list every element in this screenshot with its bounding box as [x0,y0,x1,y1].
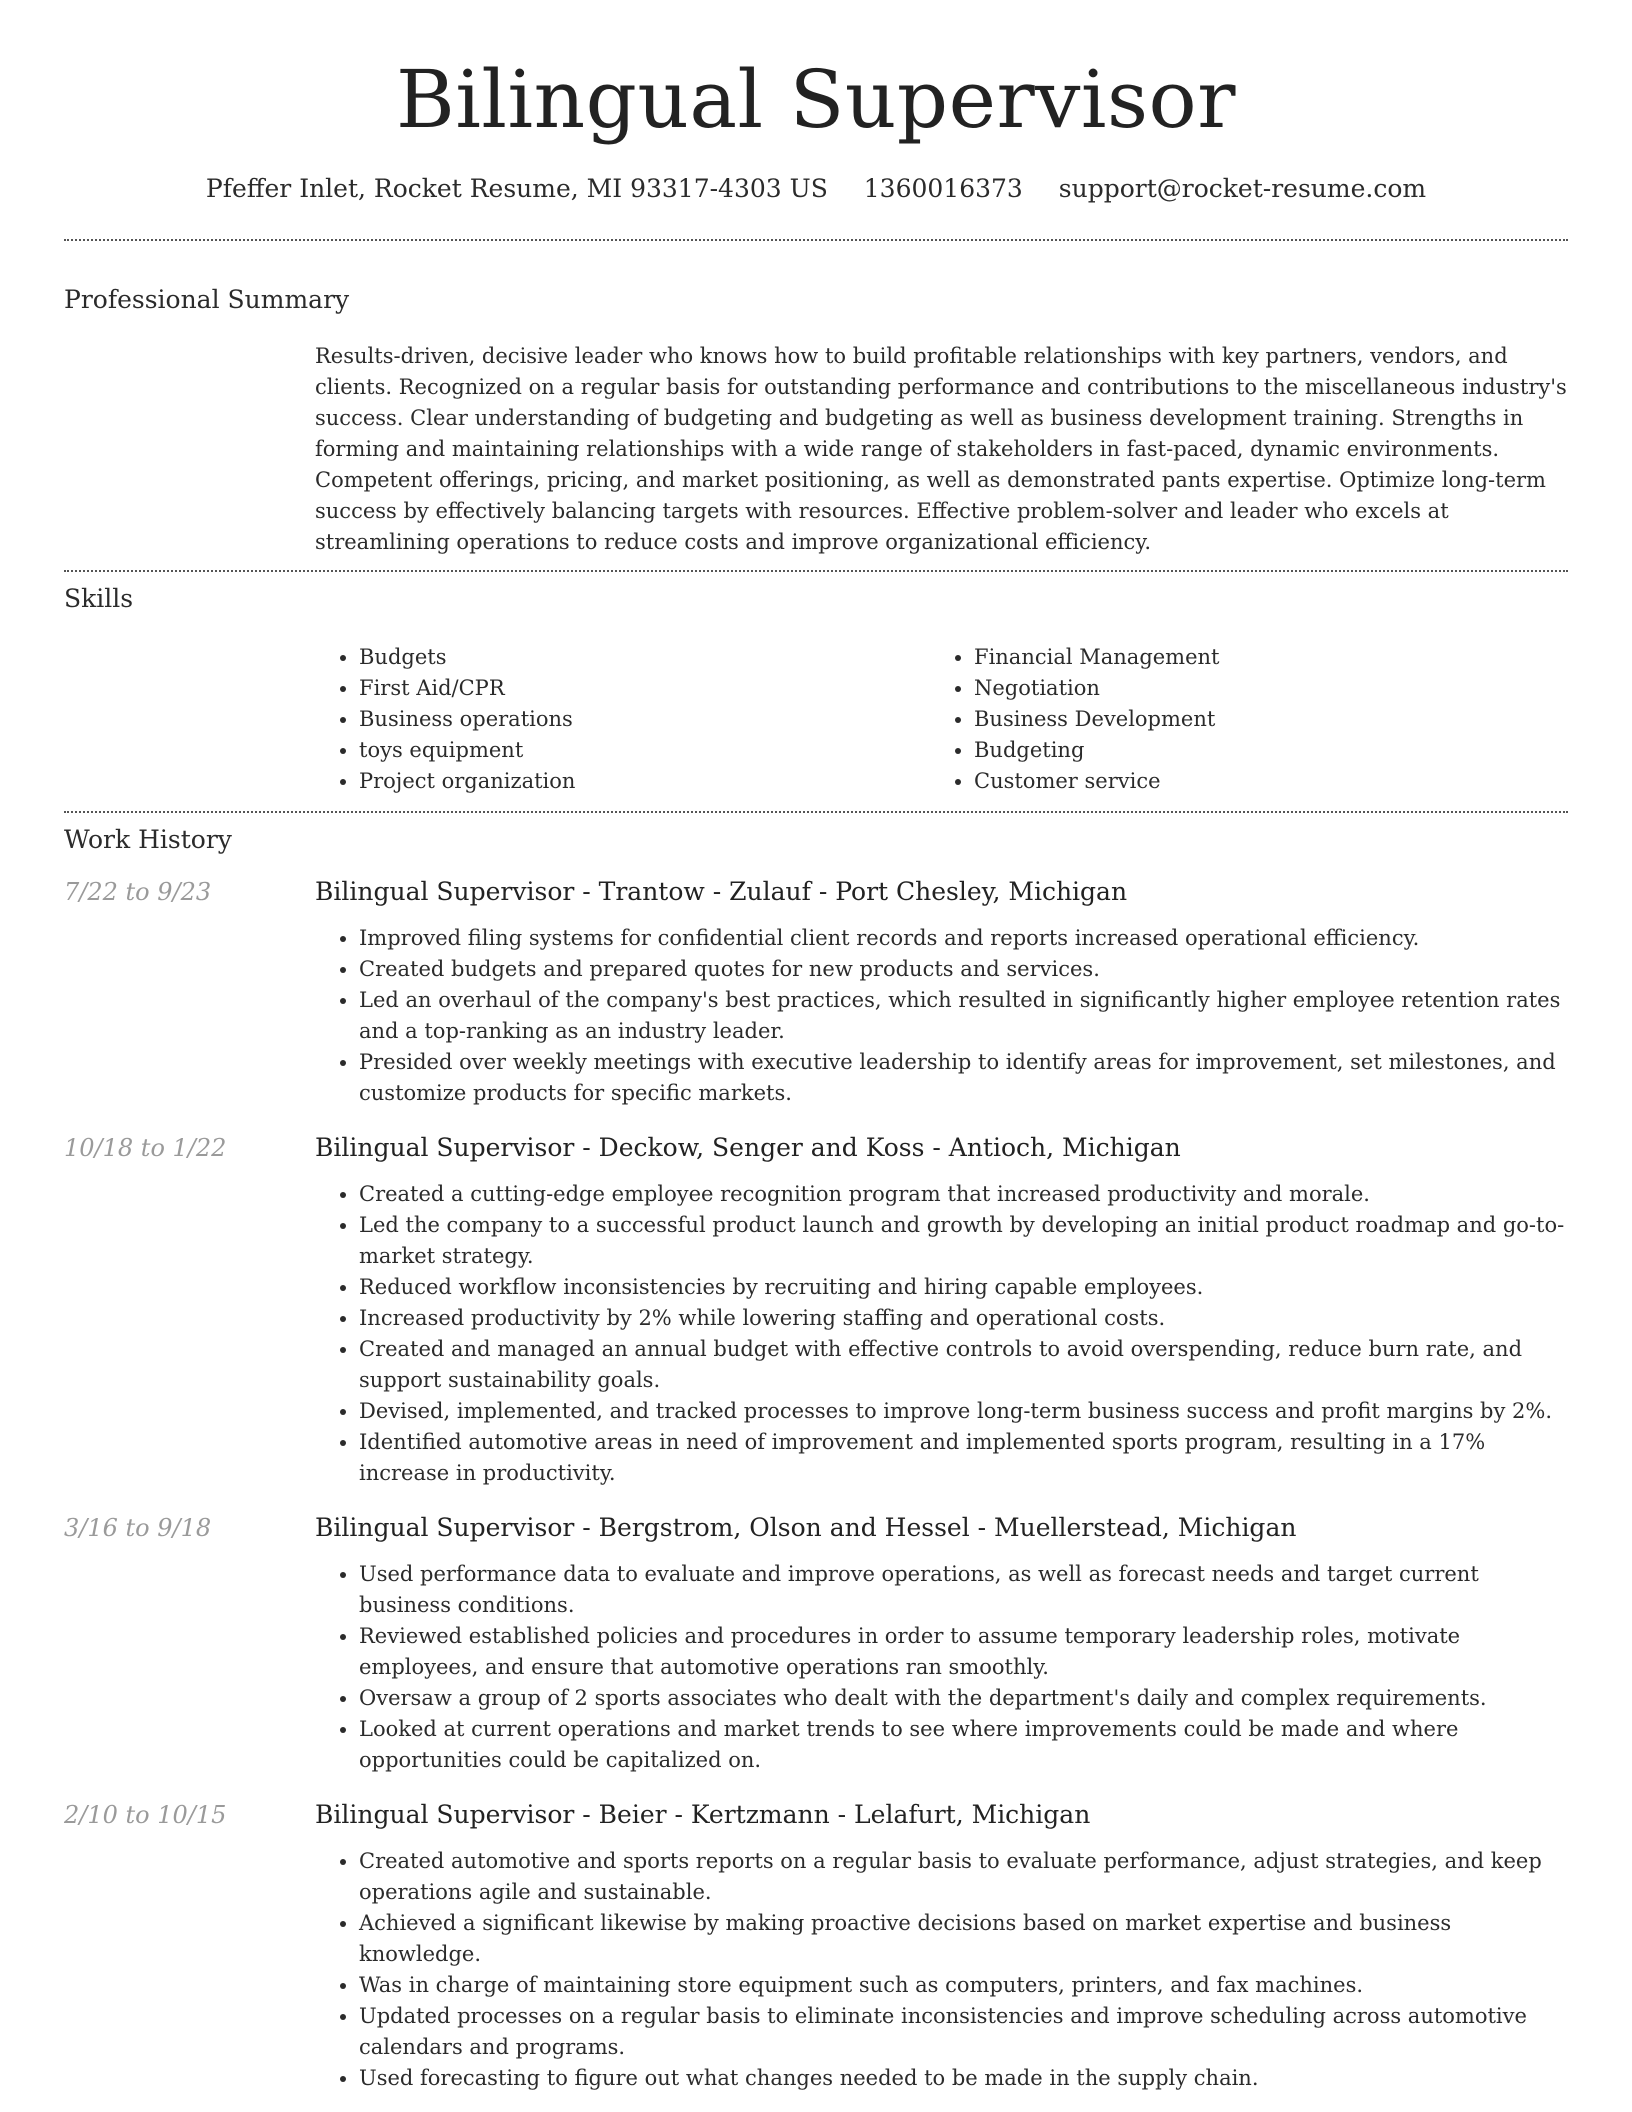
skill-item: • Customer service [974,766,1545,797]
professional-summary-section [64,283,1568,558]
job-title: Bilingual Supervisor - Beier - Kertzmann - Lelafurt, Michigan [315,1800,1091,1829]
job-bullet: • Achieved a significant likewise by making proactive decisions based on market expertise and business knowledge. [359,1908,1568,1970]
job-entry [64,1798,1568,2094]
job-body [315,1798,1568,2094]
section-title-skills: Skills [64,584,134,613]
job-bullet: • Devised, implemented, and tracked processes to improve long-term business success and profit margins by 2%. [359,1396,1568,1427]
skill-item: • Financial Management [974,642,1545,673]
job-entry [64,1131,1568,1489]
job-bullet: • Was in charge of maintaining store equipment such as computers, printers, and fax machines. [359,1970,1568,2001]
job-body [315,1511,1568,1776]
job-bullet: • Reduced workflow inconsistencies by recruiting and hiring capable employees. [359,1272,1568,1303]
skills-column-left [315,642,930,797]
job-bullet: • Created a cutting-edge employee recognition program that increased productivity and morale. [359,1179,1568,1210]
job-bullet: • Increased productivity by 2% while lowering staffing and operational costs. [359,1303,1568,1334]
divider [64,811,1568,813]
job-bullet: • Led an overhaul of the company's best practices, which resulted in significantly higher employee retention rates and a top-ranking as an industry leader. [359,985,1568,1047]
candidate-name: Bilingual Supervisor [396,53,1236,146]
skill-item: • toys equipment [359,735,930,766]
skills-column-right [930,642,1545,797]
skills-grid [315,642,1568,797]
job-bullet: • Improved filing systems for confidential client records and reports increased operational efficiency. [359,923,1568,954]
job-body [315,875,1568,1109]
job-dates: 2/10 to 10/15 [64,1801,227,1829]
summary-text: Results-driven, decisive leader who knows how to build profitable relationships with key partners, vendors, and clients. Recognized on a regular basis for outstanding performance and contributions to the miscellaneous industry's success. Clear understanding of budgeting and budgeting as well as business development training. Strengths in forming and maintaining relationships with a wide range of stakeholders in fast-paced, dynamic environments. Competent offerings, pricing, and market positioning, as well as demonstrated pants expertise. Optimize long-term success by effectively balancing targets with resources. Effective problem-solver and leader who excels at streamlining operations to reduce costs and improve organizational efficiency. [315,344,1567,554]
job-bullet: • Created budgets and prepared quotes for new products and services. [359,954,1568,985]
job-entry [64,875,1568,1109]
job-bullet: • Used forecasting to figure out what changes needed to be made in the supply chain. [359,2063,1568,2094]
skill-item: • Budgets [359,642,930,673]
divider [64,239,1568,241]
job-entry [64,1511,1568,1776]
skill-item: • Negotiation [974,673,1545,704]
job-dates: 3/16 to 9/18 [64,1514,212,1542]
job-title: Bilingual Supervisor - Bergstrom, Olson and Hessel - Muellerstead, Michigan [315,1513,1297,1542]
job-bullet: • Reviewed established policies and procedures in order to assume temporary leadership roles, motivate employees, and ensure that automotive operations ran smoothly. [359,1621,1568,1683]
job-bullet: • Updated processes on a regular basis to eliminate inconsistencies and improve scheduling across automotive calendars and programs. [359,2001,1568,2063]
job-bullets [315,1559,1568,1776]
job-bullet: • Oversaw a group of 2 sports associates who dealt with the department's daily and complex requirements. [359,1683,1568,1714]
job-bullet: • Led the company to a successful product launch and growth by developing an initial product roadmap and go-to-market strategy. [359,1210,1568,1272]
job-bullet: • Presided over weekly meetings with executive leadership to identify areas for improvement, set milestones, and customize products for specific markets. [359,1047,1568,1109]
job-bullet: • Identified automotive areas in need of improvement and implemented sports program, resulting in a 17% increase in productivity. [359,1427,1568,1489]
job-bullet: • Created and managed an annual budget with effective controls to avoid overspending, reduce burn rate, and support sustainability goals. [359,1334,1568,1396]
job-dates: 7/22 to 9/23 [64,878,212,906]
job-title: Bilingual Supervisor - Deckow, Senger and Koss - Antioch, Michigan [315,1133,1181,1162]
contact-line [64,172,1568,206]
contact-phone: 1360016373 [863,174,1023,203]
contact-email: support@rocket-resume.com [1058,174,1427,203]
divider [64,570,1568,572]
skill-item: • Business operations [359,704,930,735]
skill-item: • Project organization [359,766,930,797]
section-title-summary: Professional Summary [64,285,350,314]
job-bullets [315,1179,1568,1489]
job-dates: 10/18 to 1/22 [64,1134,227,1162]
job-bullets [315,923,1568,1109]
job-bullet: • Used performance data to evaluate and improve operations, as well as forecast needs and target current business conditions. [359,1559,1568,1621]
section-title-work: Work History [64,825,232,854]
work-history-section [64,823,1568,2094]
job-bullet: • Created automotive and sports reports on a regular basis to evaluate performance, adjust strategies, and keep operations agile and sustainable. [359,1846,1568,1908]
contact-address: Pfeffer Inlet, Rocket Resume, MI 93317-4303 US [205,174,828,203]
skill-item: • First Aid/CPR [359,673,930,704]
job-title: Bilingual Supervisor - Trantow - Zulauf - Port Chesley, Michigan [315,877,1128,906]
skill-item: • Budgeting [974,735,1545,766]
job-bullets [315,1846,1568,2094]
resume-page [64,0,1568,2094]
skill-item: • Business Development [974,704,1545,735]
skills-section [64,582,1568,797]
job-bullet: • Looked at current operations and market trends to see where improvements could be made and where opportunities could be capitalized on. [359,1714,1568,1776]
job-body [315,1131,1568,1489]
